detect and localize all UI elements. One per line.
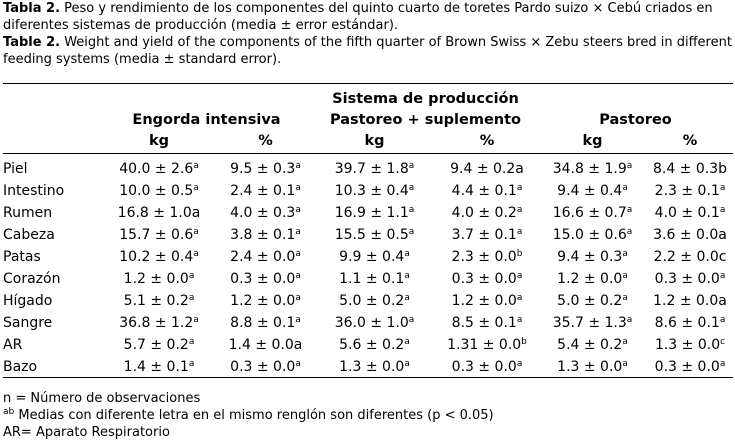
table-cell — [218, 202, 313, 224]
cell-superscript: a — [622, 249, 628, 259]
row-label: Intestino — [3, 183, 65, 199]
cell-superscript: a — [193, 249, 199, 259]
unit-heading: kg — [364, 133, 385, 149]
header-row-system — [3, 89, 733, 110]
cell-superscript: a — [622, 337, 628, 347]
table-cell — [100, 312, 218, 334]
cell-value: 15.7 ± 0.6 — [119, 227, 194, 243]
caption-english — [3, 35, 733, 68]
table-row — [3, 290, 733, 312]
cell-value: 1.2 ± 0.0 — [451, 293, 517, 309]
table-cell — [436, 268, 538, 290]
note-n: n = Número de observaciones — [3, 391, 201, 406]
cell-superscript: a — [408, 315, 415, 325]
table-cell — [538, 268, 647, 290]
cell-superscript: a — [408, 161, 415, 171]
table-cell — [100, 224, 218, 246]
table-cell — [538, 334, 647, 356]
cell-value: 34.8 ± 1.9 — [552, 161, 627, 177]
table-row — [3, 246, 733, 268]
cell-superscript: a — [516, 205, 523, 215]
table-cell — [313, 180, 436, 202]
cell-superscript: a — [622, 271, 628, 281]
cell-value: 9.5 ± 0.3 — [230, 161, 296, 177]
cell-superscript: a — [622, 183, 628, 193]
cell-value: 8.5 ± 0.1 — [451, 315, 517, 331]
cell-superscript: a — [404, 271, 410, 281]
table-cell — [647, 202, 733, 224]
cell-value: 5.6 ± 0.2 — [339, 337, 405, 353]
cell-superscript: a — [193, 183, 199, 193]
cell-superscript: a — [622, 293, 628, 303]
caption-spanish-text: Peso y rendimiento de los componentes del quinto cuarto de toretes Pardo suizo × Cebú criados en diferentes sistemas de producción (media ± error estándar). — [3, 1, 713, 33]
table-notes — [3, 390, 733, 441]
unit-heading: % — [479, 133, 495, 149]
row-label: Bazo — [3, 359, 38, 375]
cell-value: 1.3 ± 0.0 — [339, 359, 405, 375]
cell-superscript: a — [516, 293, 523, 303]
cell-superscript: a — [295, 227, 301, 237]
table-cell — [538, 290, 647, 312]
table-cell — [436, 290, 538, 312]
cell-superscript: a — [188, 271, 195, 281]
table-cell — [436, 202, 538, 224]
table-cell — [436, 224, 538, 246]
cell-value: 4.0 ± 0.2 — [451, 205, 517, 221]
cell-superscript: a — [188, 337, 195, 347]
cell-value: 0.3 ± 0.0 — [654, 271, 720, 287]
table-cell — [100, 290, 218, 312]
table-row — [3, 356, 733, 378]
cell-superscript: a — [193, 161, 199, 171]
table-bottom-rule — [3, 377, 733, 378]
cell-superscript: a — [193, 315, 199, 325]
cell-value: 1.3 ± 0.0 — [557, 359, 623, 375]
cell-superscript: b — [516, 249, 523, 259]
note-ar: AR= Aparato Respiratorio — [3, 425, 170, 440]
cell-superscript: a — [626, 161, 633, 171]
cell-value: 0.3 ± 0.0 — [451, 271, 517, 287]
cell-superscript: a — [404, 293, 410, 303]
cell-superscript: a — [295, 315, 301, 325]
cell-superscript: a — [295, 205, 301, 215]
cell-value: 3.6 ± 0.0a — [653, 227, 727, 243]
cell-value: 35.7 ± 1.3 — [552, 315, 627, 331]
cell-value: 5.1 ± 0.2 — [123, 293, 189, 309]
row-label: Patas — [3, 249, 41, 265]
cell-superscript: a — [719, 315, 726, 325]
table-cell — [436, 246, 538, 268]
cell-superscript: c — [720, 337, 726, 347]
cell-value: 5.4 ± 0.2 — [557, 337, 623, 353]
cell-superscript: a — [626, 227, 633, 237]
cell-value: 0.3 ± 0.0 — [451, 359, 517, 375]
table-cell — [313, 312, 436, 334]
cell-value: 10.2 ± 0.4 — [119, 249, 194, 265]
row-label: Corazón — [3, 271, 61, 287]
cell-superscript: a — [516, 183, 523, 193]
cell-superscript: a — [193, 227, 199, 237]
row-label: Cabeza — [3, 227, 55, 243]
table-cell — [218, 356, 313, 378]
table-cell — [218, 334, 313, 356]
table-cell — [218, 268, 313, 290]
cell-value: 1.2 ± 0.0 — [230, 293, 296, 309]
cell-superscript: a — [295, 183, 301, 193]
table-cell — [538, 158, 647, 180]
row-label: Hígado — [3, 293, 53, 309]
data-table — [3, 158, 733, 378]
table-cell — [647, 180, 733, 202]
cell-value: 1.2 ± 0.0 — [557, 271, 623, 287]
cell-superscript: a — [188, 359, 195, 369]
table-cell — [538, 356, 647, 378]
table-cell — [538, 224, 647, 246]
table-row — [3, 180, 733, 202]
unit-heading: kg — [582, 133, 603, 149]
table-cell — [218, 246, 313, 268]
table-top-rule — [3, 83, 733, 84]
table-row — [3, 158, 733, 180]
cell-value: 9.4 ± 0.4 — [557, 183, 623, 199]
table-cell — [100, 158, 218, 180]
group-heading-intensive: Engorda intensiva — [132, 112, 281, 128]
table-cell — [647, 268, 733, 290]
header-row-groups — [3, 110, 733, 131]
cell-superscript: a — [516, 359, 523, 369]
cell-superscript: a — [626, 205, 633, 215]
table-header-rule — [3, 153, 733, 154]
cell-superscript: a — [404, 359, 410, 369]
cell-value: 0.3 ± 0.0 — [654, 359, 720, 375]
production-system-heading: Sistema de producción — [332, 91, 519, 107]
cell-value: 2.3 ± 0.0 — [451, 249, 517, 265]
table-cell — [100, 356, 218, 378]
table-cell — [313, 158, 436, 180]
table-cell — [647, 158, 733, 180]
table-cell — [100, 246, 218, 268]
caption-english-text: Weight and yield of the components of the fifth quarter of Brown Swiss × Zebu steers bred in different feeding systems (media ± standard error). — [3, 35, 732, 67]
table-cell — [436, 334, 538, 356]
unit-heading: % — [258, 133, 273, 149]
cell-value: 1.31 ± 0.0 — [447, 337, 522, 353]
cell-value: 10.0 ± 0.5 — [119, 183, 194, 199]
cell-superscript: a — [719, 205, 726, 215]
note-superscript: ab — [3, 407, 15, 417]
group-heading-grazing-supplement: Pastoreo + suplemento — [329, 112, 522, 128]
cell-superscript: a — [295, 249, 301, 259]
table-cell — [647, 246, 733, 268]
table-cell — [313, 246, 436, 268]
cell-value: 0.3 ± 0.0 — [230, 359, 296, 375]
table-cell — [218, 180, 313, 202]
table-cell — [538, 312, 647, 334]
cell-value: 1.2 ± 0.0 — [123, 271, 189, 287]
cell-value: 1.4 ± 0.0a — [228, 337, 303, 353]
table-cell — [313, 334, 436, 356]
cell-value: 5.0 ± 0.2 — [339, 293, 405, 309]
cell-superscript: a — [516, 315, 523, 325]
cell-superscript: a — [404, 337, 410, 347]
cell-superscript: a — [188, 293, 195, 303]
cell-value: 40.0 ± 2.6 — [119, 161, 194, 177]
table-cell — [313, 224, 436, 246]
table-cell — [538, 180, 647, 202]
cell-value: 5.7 ± 0.2 — [123, 337, 189, 353]
note-significance: $^{ab}$ Medias con diferente letra en el mismo renglón son diferentes (p < 0.05) — [3, 407, 494, 423]
caption-english-label: Table 2. — [3, 35, 61, 50]
cell-superscript: a — [626, 315, 633, 325]
table-row — [3, 224, 733, 246]
row-label: Piel — [3, 161, 28, 177]
cell-superscript: a — [622, 359, 628, 369]
table-row — [3, 334, 733, 356]
cell-value: 10.3 ± 0.4 — [334, 183, 409, 199]
cell-value: 5.0 ± 0.2 — [557, 293, 623, 309]
table-cell — [218, 158, 313, 180]
cell-value: 16.9 ± 1.1 — [334, 205, 409, 221]
cell-value: 39.7 ± 1.8 — [334, 161, 409, 177]
table-cell — [218, 290, 313, 312]
cell-value: 2.4 ± 0.1 — [230, 183, 296, 199]
cell-value: 15.0 ± 0.6 — [552, 227, 627, 243]
table-cell — [436, 312, 538, 334]
cell-value: 3.8 ± 0.1 — [230, 227, 296, 243]
table-row — [3, 202, 733, 224]
table-cell — [100, 180, 218, 202]
table-cell — [313, 356, 436, 378]
cell-superscript: a — [719, 359, 726, 369]
table-cell — [436, 180, 538, 202]
cell-superscript: a — [516, 227, 523, 237]
table-cell — [647, 334, 733, 356]
table-cell — [313, 202, 436, 224]
cell-value: 2.4 ± 0.0 — [230, 249, 296, 265]
cell-value: 9.9 ± 0.4 — [339, 249, 405, 265]
table-cell — [313, 290, 436, 312]
cell-superscript: a — [408, 227, 415, 237]
header-row-units — [3, 131, 733, 152]
cell-value: 0.3 ± 0.0 — [230, 271, 296, 287]
table-cell — [647, 224, 733, 246]
table-cell — [538, 202, 647, 224]
cell-value: 1.3 ± 0.0 — [654, 337, 721, 353]
unit-heading: % — [682, 133, 698, 149]
cell-superscript: a — [516, 271, 523, 281]
cell-value: 16.8 ± 1.0a — [117, 205, 201, 221]
table-row — [3, 312, 733, 334]
table-cell — [218, 224, 313, 246]
cell-superscript: a — [408, 205, 415, 215]
cell-superscript: a — [295, 359, 301, 369]
cell-value: 1.4 ± 0.1 — [123, 359, 189, 375]
table-row — [3, 268, 733, 290]
cell-value: 4.4 ± 0.1 — [451, 183, 517, 199]
table-cell — [647, 312, 733, 334]
cell-superscript: a — [719, 183, 726, 193]
cell-value: 15.5 ± 0.5 — [334, 227, 409, 243]
cell-superscript: b — [521, 337, 527, 347]
caption-spanish-label: Tabla 2. — [3, 1, 61, 16]
cell-value: 8.6 ± 0.1 — [654, 315, 720, 331]
cell-value: 9.4 ± 0.2a — [450, 161, 524, 177]
caption-spanish — [3, 1, 733, 34]
table-cell — [100, 268, 218, 290]
table-cell — [647, 290, 733, 312]
table-cell — [100, 334, 218, 356]
table-cell — [436, 158, 538, 180]
cell-value: 2.2 ± 0.0c — [653, 249, 727, 265]
cell-superscript: a — [408, 183, 415, 193]
table-header — [3, 89, 733, 152]
cell-value: 16.6 ± 0.7 — [552, 205, 627, 221]
cell-superscript: a — [404, 249, 410, 259]
cell-value: 1.1 ± 0.1 — [339, 271, 405, 287]
cell-superscript: a — [295, 293, 301, 303]
table-cell — [647, 356, 733, 378]
cell-value: 3.7 ± 0.1 — [451, 227, 517, 243]
table-cell — [100, 202, 218, 224]
cell-value: 4.0 ± 0.1 — [654, 205, 720, 221]
table-cell — [218, 312, 313, 334]
cell-superscript: a — [295, 161, 301, 171]
group-heading-grazing: Pastoreo — [599, 112, 672, 128]
row-label: AR — [3, 337, 23, 353]
unit-heading: kg — [148, 133, 170, 149]
cell-superscript: a — [719, 271, 726, 281]
table-cell — [436, 356, 538, 378]
cell-value: 8.4 ± 0.3b — [652, 161, 728, 177]
cell-value: 9.4 ± 0.3 — [557, 249, 623, 265]
table-cell — [313, 268, 436, 290]
table-cell — [538, 246, 647, 268]
cell-superscript: a — [295, 271, 301, 281]
cell-value: 1.2 ± 0.0a — [653, 293, 727, 309]
row-label: Rumen — [3, 205, 53, 221]
cell-value: 2.3 ± 0.1 — [654, 183, 720, 199]
cell-value: 36.8 ± 1.2 — [119, 315, 194, 331]
cell-value: 8.8 ± 0.1 — [230, 315, 296, 331]
cell-value: 36.0 ± 1.0 — [334, 315, 409, 331]
row-label: Sangre — [3, 315, 53, 331]
cell-value: 4.0 ± 0.3 — [230, 205, 296, 221]
